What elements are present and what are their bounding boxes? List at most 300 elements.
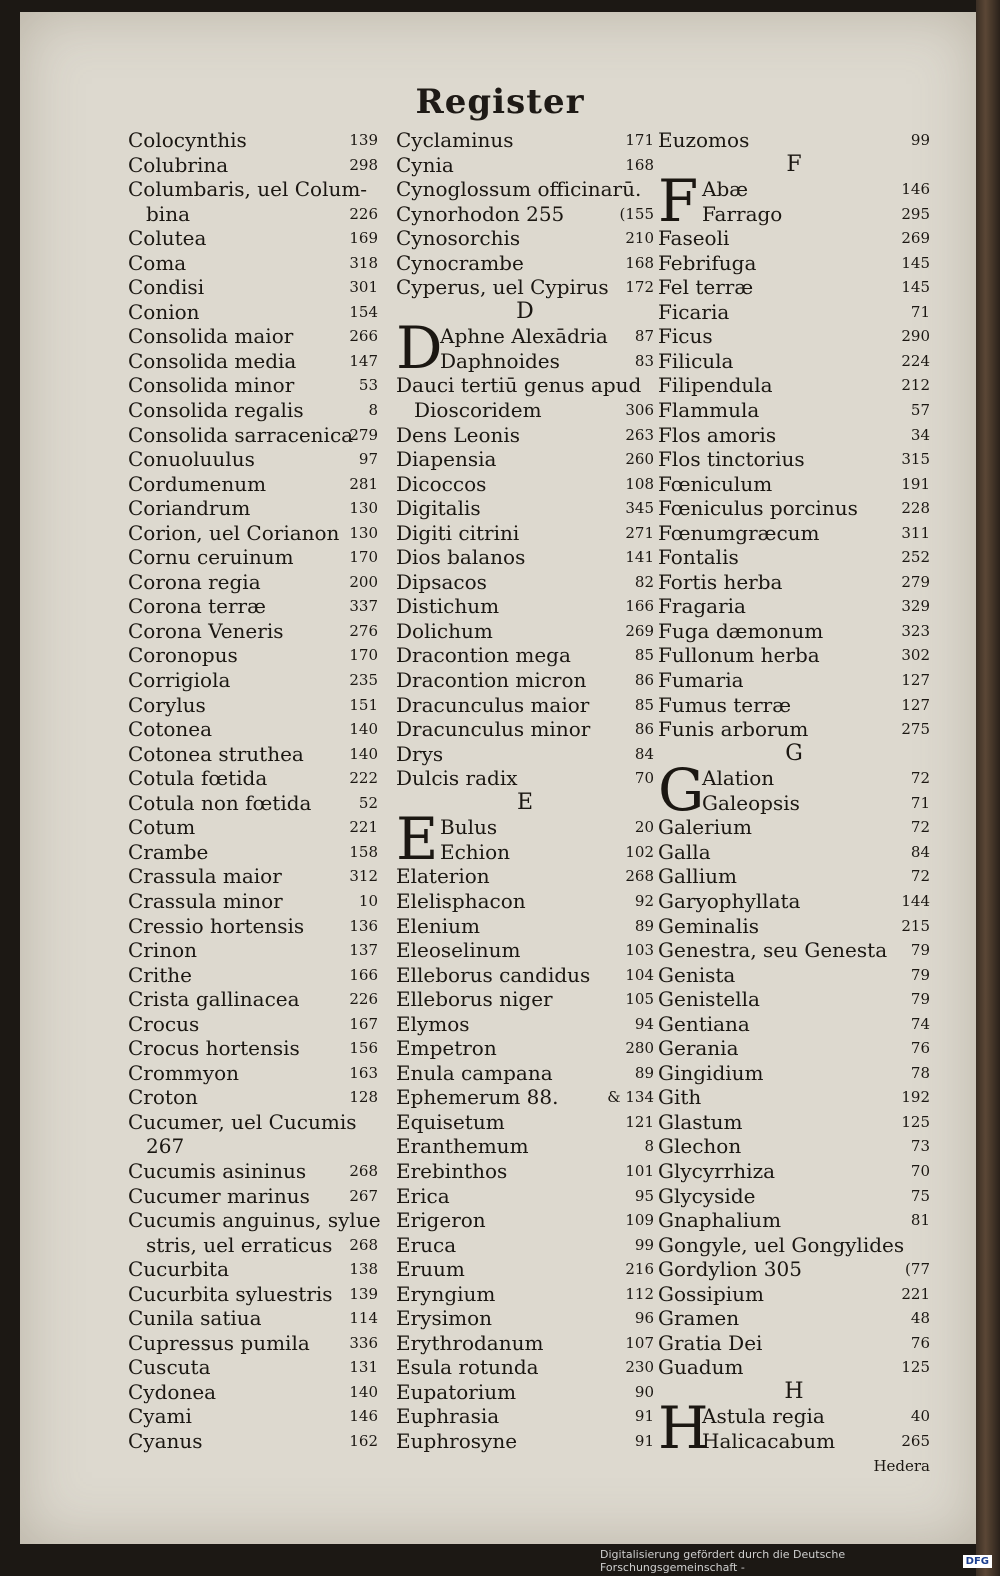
index-entry bbox=[396, 619, 654, 644]
entry-name: Daphnoides bbox=[440, 348, 560, 373]
section-letter: E bbox=[516, 789, 534, 815]
index-entry bbox=[128, 324, 378, 349]
entry-page: 166 bbox=[349, 965, 378, 984]
index-entry bbox=[658, 349, 930, 374]
entry-name: Cucumer, uel Cucumis bbox=[128, 1109, 357, 1134]
index-entry bbox=[658, 1429, 930, 1454]
entry-name: Cucurbita syluestris bbox=[128, 1281, 333, 1306]
entry-page: 170 bbox=[349, 646, 378, 665]
entry-page: 295 bbox=[901, 204, 930, 223]
index-entry bbox=[128, 864, 378, 889]
entry-name: Gossipium bbox=[658, 1281, 764, 1306]
entry-page: 112 bbox=[625, 1284, 654, 1303]
entry-page: 145 bbox=[901, 253, 930, 272]
entry-name: Colutea bbox=[128, 226, 207, 251]
entry-page: 97 bbox=[358, 450, 378, 469]
section-letter: F bbox=[786, 151, 802, 177]
index-entry bbox=[128, 1061, 378, 1086]
index-entry bbox=[658, 668, 930, 693]
entry-name: Flos tinctorius bbox=[658, 447, 805, 472]
entry-name: Coma bbox=[128, 250, 187, 275]
entry-name: Faseoli bbox=[658, 226, 730, 251]
index-entry bbox=[658, 545, 930, 570]
entry-page: 167 bbox=[349, 1014, 378, 1033]
entry-name: Corona regia bbox=[128, 569, 261, 594]
entry-name: Glycyside bbox=[658, 1183, 756, 1208]
entry-name: Cotula fœtida bbox=[128, 766, 268, 791]
entry-name: Cucurbita bbox=[128, 1257, 229, 1282]
index-entry bbox=[658, 643, 930, 668]
entry-name: Cucumis asininus bbox=[128, 1158, 307, 1183]
entry-name: Bulus bbox=[440, 815, 498, 840]
entry-page: 172 bbox=[625, 278, 654, 297]
entry-name: Eryngium bbox=[396, 1281, 496, 1306]
entry-page: (155 bbox=[619, 204, 654, 223]
index-entry bbox=[128, 668, 378, 693]
index-entry bbox=[128, 275, 378, 300]
entry-name: Cynoglossum officinarū. bbox=[396, 177, 642, 202]
footer-text: Digitalisierung gefördert durch die Deutsche Forschungsgemeinschaft - bbox=[600, 1548, 846, 1574]
entry-page: 96 bbox=[634, 1309, 654, 1328]
index-entry bbox=[658, 840, 930, 865]
entry-name: Crassula maior bbox=[128, 864, 282, 889]
entry-name: Flammula bbox=[658, 398, 760, 423]
entry-page: 48 bbox=[910, 1309, 930, 1328]
entry-page: 268 bbox=[349, 1235, 378, 1254]
entry-page: 87 bbox=[634, 327, 654, 346]
index-entry bbox=[658, 1061, 930, 1086]
entry-page: 85 bbox=[634, 646, 654, 665]
entry-page: 127 bbox=[901, 695, 930, 714]
entry-name: Gallium bbox=[658, 864, 737, 889]
entry-name: Eruca bbox=[396, 1232, 457, 1257]
entry-page: 128 bbox=[349, 1088, 378, 1107]
entry-page: 74 bbox=[910, 1014, 930, 1033]
entry-page: 91 bbox=[634, 1407, 654, 1426]
entry-name: Consolida sarracenica bbox=[128, 422, 354, 447]
entry-page: 146 bbox=[901, 180, 930, 199]
entry-page: 301 bbox=[349, 278, 378, 297]
index-entry bbox=[128, 545, 378, 570]
entry-page: 85 bbox=[634, 695, 654, 714]
entry-page: 212 bbox=[901, 376, 930, 395]
entry-page: 271 bbox=[625, 523, 654, 542]
entry-name: Filicula bbox=[658, 348, 734, 373]
entry-page: 216 bbox=[625, 1260, 654, 1279]
index-entry bbox=[658, 300, 930, 325]
entry-page: 268 bbox=[349, 1161, 378, 1180]
entry-name: Distichum bbox=[396, 594, 500, 619]
index-entry bbox=[396, 1134, 654, 1159]
drop-capital: F bbox=[658, 167, 699, 236]
entry-page: 76 bbox=[910, 1039, 930, 1058]
entry-page: 8 bbox=[368, 401, 378, 420]
entry-page: 107 bbox=[625, 1333, 654, 1352]
entry-page: 276 bbox=[349, 621, 378, 640]
entry-name: Guadum bbox=[658, 1355, 744, 1380]
index-entry bbox=[658, 914, 930, 939]
entry-page: 70 bbox=[634, 769, 654, 788]
index-entry bbox=[396, 1380, 654, 1405]
index-entry bbox=[658, 889, 930, 914]
entry-page: 158 bbox=[349, 842, 378, 861]
entry-name: Halicacabum bbox=[702, 1428, 836, 1453]
index-entry bbox=[396, 693, 654, 718]
index-entry bbox=[128, 1208, 381, 1233]
entry-name: Fumaria bbox=[658, 668, 744, 693]
index-entry bbox=[658, 1306, 930, 1331]
entry-page: 226 bbox=[349, 990, 378, 1009]
entry-page: 95 bbox=[634, 1186, 654, 1205]
index-entry bbox=[128, 1257, 378, 1282]
entry-name: Conion bbox=[128, 299, 200, 324]
entry-name: Cotum bbox=[128, 815, 196, 840]
index-entry bbox=[396, 398, 654, 423]
entry-name: Dicoccos bbox=[396, 471, 487, 496]
entry-name: Cotula non fœtida bbox=[128, 790, 312, 815]
entry-page: 144 bbox=[901, 891, 930, 910]
entry-name: Diapensia bbox=[396, 447, 497, 472]
entry-page: 72 bbox=[910, 867, 930, 886]
entry-name: Cotonea struthea bbox=[128, 741, 304, 766]
entry-page: 52 bbox=[358, 793, 378, 812]
index-entry bbox=[128, 153, 378, 178]
entry-name: Dios balanos bbox=[396, 545, 526, 570]
index-entry bbox=[128, 742, 378, 767]
entry-name: Gingidium bbox=[658, 1060, 764, 1085]
entry-page: 226 bbox=[349, 204, 378, 223]
entry-page: 191 bbox=[901, 474, 930, 493]
index-entry bbox=[128, 447, 378, 472]
entry-page: 125 bbox=[901, 1358, 930, 1377]
index-entry bbox=[658, 570, 930, 595]
entry-page: 192 bbox=[901, 1088, 930, 1107]
index-entry bbox=[658, 1110, 930, 1135]
entry-name: Farrago bbox=[702, 201, 783, 226]
entry-page: 40 bbox=[910, 1407, 930, 1426]
entry-page: 70 bbox=[910, 1161, 930, 1180]
index-entry bbox=[396, 864, 654, 889]
entry-page: 147 bbox=[349, 351, 378, 370]
entry-page: 345 bbox=[625, 499, 654, 518]
entry-name: Conuoluulus bbox=[128, 447, 255, 472]
entry-page: 151 bbox=[349, 695, 378, 714]
index-entry bbox=[658, 275, 930, 300]
index-entry bbox=[396, 815, 654, 840]
index-entry bbox=[396, 1085, 654, 1110]
entry-name: Croton bbox=[128, 1085, 198, 1110]
entry-name: Cydonea bbox=[128, 1379, 217, 1404]
entry-page: 81 bbox=[910, 1211, 930, 1230]
index-entry bbox=[658, 594, 930, 619]
drop-capital: H bbox=[658, 1394, 709, 1463]
entry-name: Febrifuga bbox=[658, 250, 757, 275]
index-entry bbox=[128, 1429, 378, 1454]
entry-name: Erebinthos bbox=[396, 1158, 508, 1183]
entry-name: Gith bbox=[658, 1085, 702, 1110]
index-entry bbox=[396, 1306, 654, 1331]
entry-page: 170 bbox=[349, 548, 378, 567]
entry-page: 275 bbox=[901, 720, 930, 739]
index-entry bbox=[128, 496, 378, 521]
entry-page: 315 bbox=[901, 450, 930, 469]
entry-page: 136 bbox=[349, 916, 378, 935]
entry-page: 20 bbox=[634, 818, 654, 837]
entry-page: 140 bbox=[349, 1382, 378, 1401]
entry-name: Astula regia bbox=[702, 1404, 825, 1429]
entry-name: Gordylion 305 bbox=[658, 1257, 802, 1282]
entry-name: Cucumis anguinus, sylue bbox=[128, 1208, 381, 1233]
entry-page: 221 bbox=[349, 818, 378, 837]
entry-name: Condisi bbox=[128, 275, 205, 300]
index-entry bbox=[658, 472, 930, 497]
entry-name: Elymos bbox=[396, 1011, 470, 1036]
entry-name: Abæ bbox=[702, 177, 749, 202]
index-entry bbox=[396, 1184, 654, 1209]
index-column-2 bbox=[396, 128, 654, 1454]
entry-page: 318 bbox=[349, 253, 378, 272]
entry-page: 131 bbox=[349, 1358, 378, 1377]
index-entry bbox=[396, 1257, 654, 1282]
index-entry bbox=[396, 1208, 654, 1233]
entry-name: Crocus hortensis bbox=[128, 1036, 300, 1061]
entry-name: Ficaria bbox=[658, 299, 730, 324]
index-entry bbox=[128, 594, 378, 619]
index-entry bbox=[396, 889, 654, 914]
entry-page: 79 bbox=[910, 941, 930, 960]
index-entry bbox=[396, 914, 654, 939]
index-column-1 bbox=[128, 128, 381, 1454]
entry-name: Cynosorchis bbox=[396, 226, 521, 251]
entry-page: 290 bbox=[901, 327, 930, 346]
index-entry bbox=[128, 987, 378, 1012]
section-letter: G bbox=[785, 740, 803, 766]
entry-page: 101 bbox=[625, 1161, 654, 1180]
entry-name: Genestra, seu Genesta bbox=[658, 938, 888, 963]
entry-name: Colocynthis bbox=[128, 128, 247, 152]
entry-page: 146 bbox=[349, 1407, 378, 1426]
entry-name: Crocus bbox=[128, 1011, 200, 1036]
entry-name: Elenium bbox=[396, 913, 480, 938]
entry-name: Fortis herba bbox=[658, 569, 783, 594]
entry-page: & 134 bbox=[607, 1088, 654, 1107]
entry-name: Dipsacos bbox=[396, 569, 487, 594]
index-entry bbox=[658, 1454, 930, 1479]
entry-name: stris, uel erraticus bbox=[146, 1232, 333, 1257]
entry-name: Erigeron bbox=[396, 1208, 486, 1233]
entry-page: 269 bbox=[901, 229, 930, 248]
entry-name: Cynorhodon 255 bbox=[396, 201, 565, 226]
index-entry bbox=[396, 226, 654, 251]
entry-page: 279 bbox=[349, 425, 378, 444]
index-entry bbox=[396, 251, 654, 276]
entry-name: Dauci tertiū genus apud bbox=[396, 373, 642, 398]
entry-page: 139 bbox=[349, 131, 378, 149]
entry-page: 99 bbox=[634, 1235, 654, 1254]
entry-name: Corona terræ bbox=[128, 594, 266, 619]
entry-name: Dracunculus minor bbox=[396, 717, 591, 742]
entry-page: 169 bbox=[349, 229, 378, 248]
entry-name: Corona Veneris bbox=[128, 618, 284, 643]
index-entry bbox=[396, 938, 654, 963]
index-entry bbox=[658, 1159, 930, 1184]
entry-name: Consolida minor bbox=[128, 373, 295, 398]
index-entry bbox=[658, 202, 930, 227]
entry-name: Cyanus bbox=[128, 1428, 203, 1453]
index-entry bbox=[396, 1282, 654, 1307]
entry-page: 336 bbox=[349, 1333, 378, 1352]
index-entry bbox=[396, 1404, 654, 1429]
index-entry bbox=[128, 1012, 378, 1037]
entry-page: 168 bbox=[625, 155, 654, 174]
entry-page: 84 bbox=[634, 744, 654, 763]
drop-capital: D bbox=[396, 314, 443, 383]
entry-name: Columbaris, uel Colum- bbox=[128, 177, 368, 202]
entry-page: 145 bbox=[901, 278, 930, 297]
index-entry bbox=[658, 766, 930, 791]
index-entry bbox=[128, 1184, 378, 1209]
entry-name: Erysimon bbox=[396, 1306, 493, 1331]
index-entry bbox=[658, 693, 930, 718]
entry-page: 94 bbox=[634, 1014, 654, 1033]
entry-name: Genista bbox=[658, 962, 736, 987]
entry-page: 260 bbox=[625, 450, 654, 469]
index-entry bbox=[658, 496, 930, 521]
entry-name: Genistella bbox=[658, 987, 760, 1012]
entry-page: (77 bbox=[905, 1260, 930, 1279]
entry-name: Glycyrrhiza bbox=[658, 1158, 776, 1183]
entry-name: Enula campana bbox=[396, 1060, 553, 1085]
entry-name: Dens Leonis bbox=[396, 422, 521, 447]
entry-name: Geminalis bbox=[658, 913, 760, 938]
entry-page: 79 bbox=[910, 965, 930, 984]
entry-page: 235 bbox=[349, 671, 378, 690]
entry-name: Drys bbox=[396, 741, 444, 766]
index-entry bbox=[396, 349, 654, 374]
entry-name: Coronopus bbox=[128, 643, 238, 668]
index-entry bbox=[128, 693, 378, 718]
index-entry bbox=[128, 717, 378, 742]
entry-page: 78 bbox=[910, 1063, 930, 1082]
entry-page: 114 bbox=[349, 1309, 378, 1328]
entry-page: 71 bbox=[910, 793, 930, 812]
entry-name: Elleborus candidus bbox=[396, 962, 591, 987]
entry-name: Dulcis radix bbox=[396, 766, 518, 791]
entry-name: Cupressus pumila bbox=[128, 1330, 310, 1355]
entry-name: Galerium bbox=[658, 815, 752, 840]
entry-name: Eruum bbox=[396, 1257, 465, 1282]
entry-name: Aphne Alexādria bbox=[440, 324, 608, 349]
index-entry bbox=[658, 791, 930, 816]
dropcap-block bbox=[658, 756, 930, 825]
entry-page: 130 bbox=[349, 523, 378, 542]
entry-name: Equisetum bbox=[396, 1109, 505, 1134]
entry-name: Elleborus niger bbox=[396, 987, 553, 1012]
index-entry bbox=[658, 521, 930, 546]
index-entry bbox=[128, 423, 378, 448]
index-entry bbox=[658, 987, 930, 1012]
index-entry bbox=[658, 1012, 930, 1037]
entry-page: 84 bbox=[910, 842, 930, 861]
index-entry bbox=[128, 1404, 378, 1429]
index-entry bbox=[128, 1380, 378, 1405]
entry-page: 121 bbox=[625, 1112, 654, 1131]
index-entry bbox=[128, 1110, 378, 1135]
entry-name: Funis arborum bbox=[658, 717, 809, 742]
entry-name: Coriandrum bbox=[128, 496, 251, 521]
index-entry bbox=[658, 815, 930, 840]
footer bbox=[600, 1548, 992, 1574]
index-entry bbox=[396, 128, 654, 153]
entry-name: Fœnumgræcum bbox=[658, 520, 820, 545]
entry-page: 138 bbox=[349, 1260, 378, 1279]
entry-page: 280 bbox=[625, 1039, 654, 1058]
entry-name: Eleoselinum bbox=[396, 938, 521, 963]
index-entry bbox=[128, 815, 378, 840]
index-entry bbox=[396, 1061, 654, 1086]
entry-page: 306 bbox=[625, 401, 654, 420]
entry-name: Consolida regalis bbox=[128, 398, 304, 423]
entry-name: Fullonum herba bbox=[658, 643, 820, 668]
index-entry bbox=[128, 1159, 378, 1184]
entry-page: 312 bbox=[349, 867, 378, 886]
index-entry bbox=[658, 398, 930, 423]
index-entry bbox=[128, 840, 378, 865]
entry-page: Hedera bbox=[873, 1456, 930, 1475]
index-entry bbox=[658, 1404, 930, 1429]
entry-name: Cyclaminus bbox=[396, 128, 514, 152]
drop-capital: G bbox=[658, 756, 705, 825]
index-entry bbox=[396, 840, 654, 865]
entry-page: 141 bbox=[625, 548, 654, 567]
entry-page: 8 bbox=[644, 1137, 654, 1156]
entry-page: 139 bbox=[349, 1284, 378, 1303]
entry-name: Ficus bbox=[658, 324, 713, 349]
index-entry bbox=[658, 447, 930, 472]
entry-name: Cynocrambe bbox=[396, 250, 524, 275]
index-entry bbox=[658, 373, 930, 398]
entry-name: Filipendula bbox=[658, 373, 773, 398]
entry-name: Eranthemum bbox=[396, 1134, 529, 1159]
index-entry bbox=[396, 570, 654, 595]
entry-name: Dracontion micron bbox=[396, 668, 587, 693]
entry-name: Glechon bbox=[658, 1134, 742, 1159]
entry-name: Cressio hortensis bbox=[128, 913, 305, 938]
index-entry bbox=[396, 1012, 654, 1037]
entry-page: 252 bbox=[901, 548, 930, 567]
index-entry bbox=[128, 1085, 378, 1110]
entry-page: 166 bbox=[625, 597, 654, 616]
index-entry bbox=[128, 938, 378, 963]
entry-page: 267 bbox=[349, 1186, 378, 1205]
page-title: Register bbox=[415, 82, 585, 122]
section-letter: D bbox=[516, 298, 534, 324]
entry-page: 102 bbox=[625, 842, 654, 861]
entry-page: 105 bbox=[625, 990, 654, 1009]
entry-page: 34 bbox=[910, 425, 930, 444]
entry-name: Crassula minor bbox=[128, 888, 283, 913]
index-entry bbox=[128, 521, 378, 546]
entry-page: 156 bbox=[349, 1039, 378, 1058]
entry-page: 130 bbox=[349, 499, 378, 518]
entry-name: Ephemerum 88. bbox=[396, 1085, 559, 1110]
entry-page: 71 bbox=[910, 302, 930, 321]
book-binding bbox=[976, 0, 1000, 1576]
entry-page: 263 bbox=[625, 425, 654, 444]
index-entry bbox=[396, 1331, 654, 1356]
index-entry bbox=[396, 177, 654, 202]
index-entry bbox=[396, 275, 654, 300]
